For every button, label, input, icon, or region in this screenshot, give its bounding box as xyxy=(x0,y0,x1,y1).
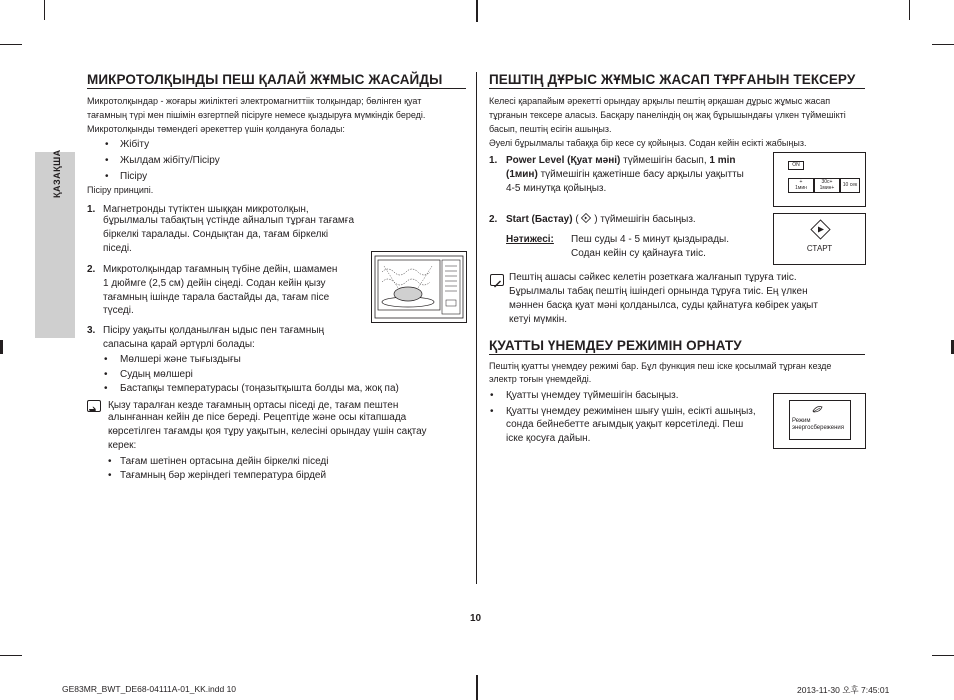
panel-button: 30с+ 1мин+ xyxy=(814,178,840,193)
factor-item: Бастапқы температурасы (тоңазытқышта болды ма, жоқ па) xyxy=(120,383,399,394)
note-line: көрсетілген тағамды қоя тұру уақытын, келесіні орындау үшін сақтау xyxy=(108,426,427,437)
power-level-label: Power Level (Қуат мәні) xyxy=(506,155,621,166)
step-3-line: сапасына қарай әртүрлі болады: xyxy=(103,339,255,350)
step-number: 3. xyxy=(87,325,96,336)
title-underline xyxy=(489,354,865,355)
step-1-line: Power Level (Қуат мәні) түймешігін басып, 1 min xyxy=(506,155,736,166)
note-bullet: Тағам шетінен ортасына дейін біркелкі піседі xyxy=(120,456,329,467)
intro-line: Микротолқынды төмендегі әрекеттер үшін қолдануға болады: xyxy=(87,124,345,134)
section-title-power-saving: ҚУАТТЫ ҮНЕМДЕУ РЕЖИМІН ОРНАТУ xyxy=(489,338,742,353)
crop-mark xyxy=(932,44,954,45)
bullet-dot: • xyxy=(105,139,109,150)
step-1-line: піседі. xyxy=(103,243,132,254)
power-panel-illustration xyxy=(773,152,866,207)
crop-mark xyxy=(0,44,22,45)
start-label: Start (Бастау) xyxy=(506,214,573,225)
step-2-line: Start (Бастау) ( ) түймешігін басыңыз. xyxy=(506,214,696,225)
principle-heading: Пісіру принципі. xyxy=(87,185,154,195)
note-line: Бұрылмалы табақ пештің ішіндегі орнында тұруға тиіс. Ең үлкен xyxy=(509,286,808,297)
title-underline xyxy=(87,88,466,89)
microwave-illustration xyxy=(371,251,467,323)
bullet-dot: • xyxy=(490,406,494,417)
bullet-dot: • xyxy=(104,354,108,365)
crop-mark xyxy=(0,655,22,656)
intro-line: тұрғанын тексере аласыз. Басқару панеліндің оң жақ бұрышындағы үлкен түймешікті xyxy=(489,110,846,120)
eco-leaf-icon xyxy=(812,405,826,413)
section-title-check-oven: ПЕШТІҢ ДҰРЫС ЖҰМЫС ЖАСАП ТҰРҒАНЫН ТЕКСЕРУ xyxy=(489,72,856,87)
eco-button-label: энергосбережения xyxy=(792,425,845,431)
crop-mark xyxy=(476,675,478,700)
step-1-line: (1мин) түймешігін қажетінше басу арқылы уақытты xyxy=(506,169,744,180)
panel-button-on: ON xyxy=(788,161,804,170)
eco-panel-illustration xyxy=(773,393,866,449)
use-item: Пісіру xyxy=(120,171,148,182)
eco-bullet-line: Қуатты үнемдеу режимінен шығу үшін, есікті ашыңыз, xyxy=(506,406,756,417)
note-line: кетуі мүмкін. xyxy=(509,314,568,325)
section-title-how-microwave-works: МИКРОТОЛҚЫНДЫ ПЕШ ҚАЛАЙ ЖҰМЫС ЖАСАЙДЫ xyxy=(87,72,443,87)
title-underline xyxy=(489,88,865,89)
note-line: Қызу таралған кезде тағамның ортасы піседі де, тағам пештен xyxy=(108,400,399,411)
page-number: 10 xyxy=(470,613,482,624)
hand-pointer-icon xyxy=(87,400,101,412)
result-line: Содан кейін су қайнауға тиіс. xyxy=(571,248,706,259)
note-line: алынғаннан кейін де пісе береді. Рецептіде және осы кітапшада xyxy=(108,412,407,423)
intro-line: басып, пештің есігін ашыңыз. xyxy=(489,124,612,134)
start-panel-label: СТАРТ xyxy=(806,244,833,253)
crop-mark xyxy=(476,0,478,22)
result-label: Нәтижесі: xyxy=(506,234,554,245)
eco-button-label: Режим xyxy=(792,418,811,424)
start-panel-illustration xyxy=(773,213,866,265)
step-1-line: бұрылмалы табақтың үстінде айналып тұрған тағамға xyxy=(103,215,355,226)
crop-mark xyxy=(44,0,45,20)
step-2-line: Микротолқындар тағамның түбіне дейін, шамамен xyxy=(103,264,338,275)
intro-line: Микротолқындар - жоғары жиіліктегі электромагниттіік толқындар; бөлінген қуат xyxy=(87,96,422,106)
note-line: Пештің ашасы сәйкес келетін розеткаға жалғанып тұруға тиіс. xyxy=(509,272,797,283)
use-item: Жылдам жібіту/Пісіру xyxy=(120,155,220,166)
step-2-line: түседі. xyxy=(103,305,134,316)
step-1-line: біркелкі таралады. Сондықтан да, тағам біркелкі xyxy=(103,229,329,240)
eco-bullet-line: сонда бейнебетте ағымдық уақыт көрсетіледі. Пеш xyxy=(506,419,744,430)
note-line: мәннен басқа қуат мәні қолданылса, суды қайнатуға көбірек уақыт xyxy=(509,300,818,311)
bullet-dot: • xyxy=(108,470,112,481)
column-divider xyxy=(476,72,477,584)
eco-bullet-line: Қуатты үнемдеу түймешігін басыңыз. xyxy=(506,390,679,401)
bullet-dot: • xyxy=(105,171,109,182)
one-min-label: 1 min xyxy=(709,155,736,166)
footer-timestamp: 2013-11-30 오후 7:45:01 xyxy=(797,685,890,695)
factor-item: Мөлшері және тығыздығы xyxy=(120,354,241,365)
bullet-dot: • xyxy=(105,155,109,166)
intro-line: тағамның түрі мен пішімін өзгертпей пісіруге немесе қыздыруға мүмкіндік береді. xyxy=(87,110,426,120)
step-3-line: Пісіру уақыты қолданылған ыдыс пен тағамның xyxy=(103,325,325,336)
step-2-line: 1 дюймге (2,5 см) дейін сіңеді. Содан кейін қызу xyxy=(103,278,326,289)
note-bullet: Тағамның бәр жеріндегі температура бірдей xyxy=(120,470,327,481)
bullet-dot: • xyxy=(490,390,494,401)
factor-item: Судың мөлшері xyxy=(120,369,193,380)
eco-bullet-line: іске қосуға дайын. xyxy=(506,433,591,444)
pencil-note-icon xyxy=(490,274,504,286)
panel-button: + 1мин xyxy=(788,178,814,193)
step-1-line: Магнетронды түтіктен шыққан микротолқын, xyxy=(103,204,309,215)
step-number: 2. xyxy=(87,264,96,275)
step-2-line: тағамның ішінде тарала бастайды да, тағам пісе xyxy=(103,292,330,303)
result-line: Пеш суды 4 - 5 минут қыздырады. xyxy=(571,234,730,245)
step-1-line: 4-5 минутқа қойыңыз. xyxy=(506,183,607,194)
start-diamond-icon xyxy=(581,213,591,223)
bullet-dot: • xyxy=(108,456,112,467)
step-number: 1. xyxy=(489,155,498,166)
note-line: керек: xyxy=(108,440,137,451)
bullet-dot: • xyxy=(104,383,108,394)
bullet-dot: • xyxy=(104,369,108,380)
crop-mark xyxy=(0,340,3,354)
microwave-icon xyxy=(372,252,466,322)
use-item: Жібіту xyxy=(120,139,150,150)
intro-line: Келесі қарапайым әрекетті орындау арқылы пештің әрқашан дұрыс жұмыс жасап xyxy=(489,96,831,106)
eco-button xyxy=(789,400,851,440)
step-number: 2. xyxy=(489,214,498,225)
footer-file-info: GE83MR_BWT_DE68-04111A-01_KK.indd 10 xyxy=(62,684,237,694)
crop-mark xyxy=(909,0,910,20)
eco-intro-line: электр тоғын үнемдейді. xyxy=(489,374,592,384)
start-diamond-icon xyxy=(774,217,867,247)
one-min-kk-label: (1мин) xyxy=(506,169,538,180)
panel-button: 10 сек xyxy=(840,178,860,193)
step-number: 1. xyxy=(87,204,96,215)
crop-mark xyxy=(932,655,954,656)
eco-intro-line: Пештің қуатты үнемдеу режимі бар. Бұл функция пеш іске қосылмай тұрған кезде xyxy=(489,361,832,371)
intro-line: Әуелі бұрылмалы табаққа бір кесе су қойыңыз. Содан кейін есікті жабыңыз. xyxy=(489,138,807,148)
